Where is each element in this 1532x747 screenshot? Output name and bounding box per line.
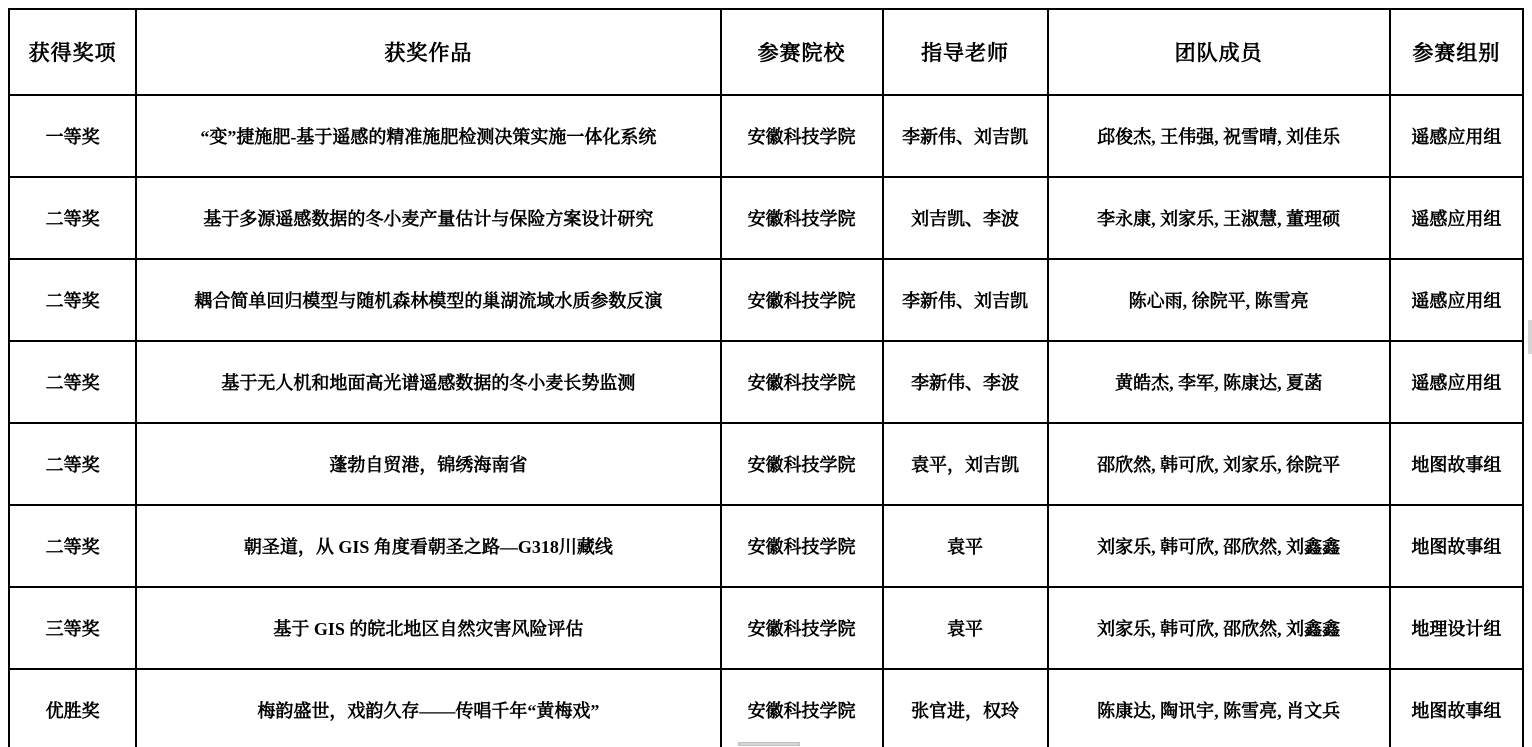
table-cell: 基于多源遥感数据的冬小麦产量估计与保险方案设计研究 [136,177,720,259]
table-cell: 袁平 [883,587,1048,669]
table-row [9,505,1523,587]
table-row [9,587,1523,669]
table-cell: 刘家乐, 韩可欣, 邵欣然, 刘鑫鑫 [1048,587,1390,669]
header-cell: 获奖作品 [136,9,720,95]
table-cell: 安徽科技学院 [721,259,883,341]
table-cell: 李新伟、李波 [883,341,1048,423]
table-cell: 陈心雨, 徐院平, 陈雪亮 [1048,259,1390,341]
table-cell: 地图故事组 [1390,669,1523,747]
table-cell: 邵欣然, 韩可欣, 刘家乐, 徐院平 [1048,423,1390,505]
table-cell: 张官进，权玲 [883,669,1048,747]
table-cell: 地图故事组 [1390,423,1523,505]
table-cell: 李永康, 刘家乐, 王淑慧, 董理硕 [1048,177,1390,259]
header-cell: 指导老师 [883,9,1048,95]
table-cell: 基于无人机和地面高光谱遥感数据的冬小麦长势监测 [136,341,720,423]
table-row [9,341,1523,423]
table-cell: 安徽科技学院 [721,505,883,587]
table-row [9,259,1523,341]
horizontal-scrollbar-thumb[interactable] [738,742,800,746]
table-cell: 安徽科技学院 [721,177,883,259]
header-cell: 参赛组别 [1390,9,1523,95]
header-cell: 获得奖项 [9,9,136,95]
table-cell: 地图故事组 [1390,505,1523,587]
table-cell: 一等奖 [9,95,136,177]
table-cell: 刘吉凯、李波 [883,177,1048,259]
table-cell: 刘家乐, 韩可欣, 邵欣然, 刘鑫鑫 [1048,505,1390,587]
table-cell: 梅韵盛世，戏韵久存——传唱千年“黄梅戏” [136,669,720,747]
table-cell: 袁平，刘吉凯 [883,423,1048,505]
table-body [9,95,1523,747]
table-row [9,95,1523,177]
table-cell: 基于 GIS 的皖北地区自然灾害风险评估 [136,587,720,669]
table-cell: 二等奖 [9,177,136,259]
vertical-scrollbar-thumb[interactable] [1528,320,1532,354]
table-cell: 二等奖 [9,341,136,423]
table-cell: 遥感应用组 [1390,341,1523,423]
table-row [9,669,1523,747]
table-cell: 邱俊杰, 王伟强, 祝雪晴, 刘佳乐 [1048,95,1390,177]
table-row [9,177,1523,259]
table-cell: 安徽科技学院 [721,423,883,505]
table-cell: 遥感应用组 [1390,177,1523,259]
table-cell: 朝圣道，从 GIS 角度看朝圣之路—G318川藏线 [136,505,720,587]
awards-table [8,8,1524,747]
table-cell: 优胜奖 [9,669,136,747]
table-cell: 蓬勃自贸港，锦绣海南省 [136,423,720,505]
table-cell: 袁平 [883,505,1048,587]
table-cell: 二等奖 [9,259,136,341]
table-cell: 二等奖 [9,505,136,587]
table-row [9,423,1523,505]
table-cell: 安徽科技学院 [721,587,883,669]
table-cell: 陈康达, 陶讯宇, 陈雪亮, 肖文兵 [1048,669,1390,747]
table-cell: 地理设计组 [1390,587,1523,669]
table-cell: 遥感应用组 [1390,259,1523,341]
table-cell: 遥感应用组 [1390,95,1523,177]
table-cell: 黄皓杰, 李军, 陈康达, 夏菡 [1048,341,1390,423]
table-cell: 耦合简单回归模型与随机森林模型的巢湖流域水质参数反演 [136,259,720,341]
table-cell: “变”捷施肥-基于遥感的精准施肥检测决策实施一体化系统 [136,95,720,177]
table-cell: 安徽科技学院 [721,669,883,747]
header-row [9,9,1523,95]
table-cell: 李新伟、刘吉凯 [883,95,1048,177]
header-cell: 团队成员 [1048,9,1390,95]
table-cell: 二等奖 [9,423,136,505]
table-cell: 安徽科技学院 [721,95,883,177]
table-cell: 李新伟、刘吉凯 [883,259,1048,341]
table-cell: 安徽科技学院 [721,341,883,423]
header-cell: 参赛院校 [721,9,883,95]
table-cell: 三等奖 [9,587,136,669]
